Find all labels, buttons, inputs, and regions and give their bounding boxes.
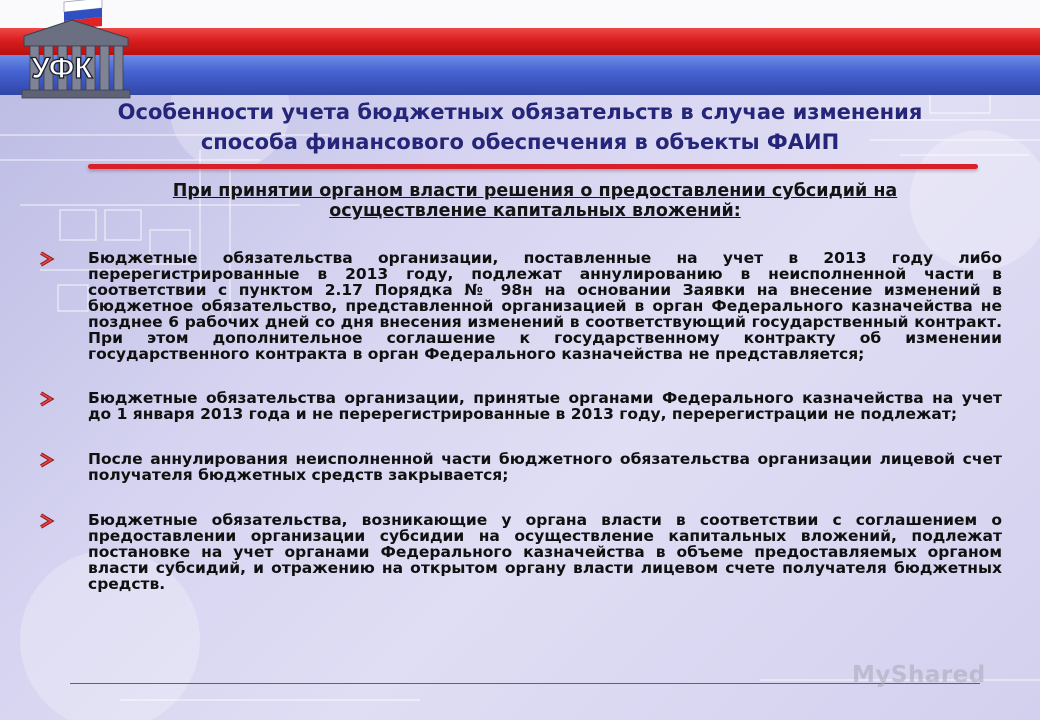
arrow-bullet-icon <box>38 251 56 267</box>
section-subtitle <box>90 181 980 221</box>
title-line-1: Особенности учета бюджетных обязательств в случае изменения <box>117 100 923 124</box>
list-item <box>38 451 1002 483</box>
arrow-bullet-icon <box>38 391 56 407</box>
list-item <box>38 390 1002 422</box>
title-line-2: способа финансового обеспечения в объекты ФАИП <box>200 130 840 154</box>
arrow-bullet-icon <box>38 452 56 468</box>
subtitle-line-1: При принятии органом власти решения о предоставлении субсидий на <box>172 181 898 201</box>
header-blue-stripe <box>0 55 1040 95</box>
arrow-bullet-icon <box>38 513 56 529</box>
bullet-text: Бюджетные обязательства организации, поставленные на учет в 2013 году либо перерегистрированные в 2013 году, подлежат аннулированию в неисполненной части в соответствии с пунктом 2.17 Порядка № 98н на основании Заявки на внесение изменений в бюджетное обязательство, представленной организацией в орган Федерального казначейства не позднее 6 рабочих дней со дня внесения изменений в соответствующий государственный контракт. При этом дополнительное соглашение к государственному контракту об изменении государственного контракта в орган Федерального казначейства не представляется; <box>88 249 1002 363</box>
list-item <box>38 512 1002 592</box>
footer-divider <box>70 683 980 684</box>
ufk-logo <box>6 0 134 100</box>
title-underline <box>88 164 978 169</box>
bullet-text: Бюджетные обязательства, возникающие у органа власти в соответствии с соглашением о предоставлении организации субсидии на осуществление капитальных вложений, подлежат постановке на учет органами Федерального казначейства в объеме предоставляемых органом власти субсидий, и отражению на открытом органу власти лицевом счете получателя бюджетных средств. <box>88 511 1002 593</box>
bullet-text: После аннулирования неисполненной части бюджетного обязательства организации лицевой счет получателя бюджетных средств закрывается; <box>88 450 1002 484</box>
page-title <box>40 97 1000 157</box>
bullet-list <box>38 250 1002 592</box>
subtitle-line-2: осуществление капитальных вложений: <box>329 201 741 221</box>
logo-text: УФК <box>31 52 93 85</box>
watermark: MyShared <box>852 662 986 688</box>
bullet-text: Бюджетные обязательства организации, принятые органами Федерального казначейства на учет до 1 января 2013 года и не перерегистрированные в 2013 году, перерегистрации не подлежат; <box>88 389 1002 423</box>
header-red-stripe <box>0 28 1040 55</box>
list-item <box>38 250 1002 362</box>
